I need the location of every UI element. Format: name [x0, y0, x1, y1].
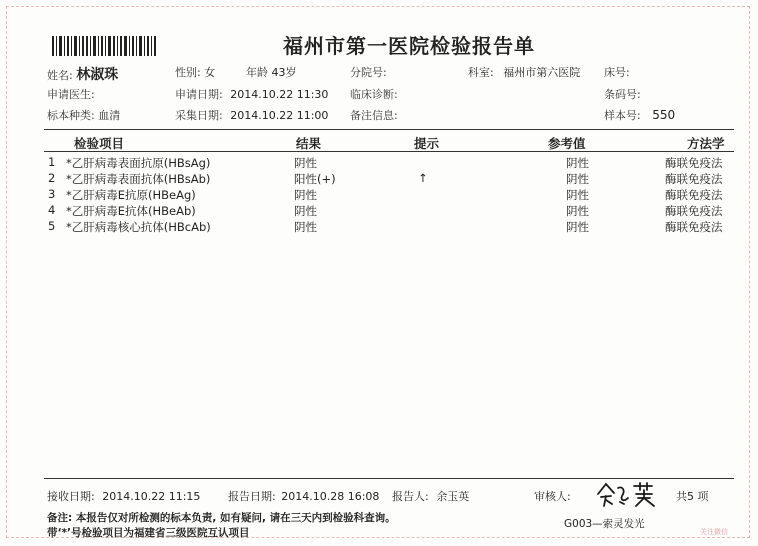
reviewer-label: 审核人:	[534, 490, 571, 503]
stamp-code: G003—索灵发光	[564, 518, 645, 530]
header-result: 结果	[296, 136, 322, 151]
row-result: 阳性(+)	[294, 172, 336, 186]
row-number: 5	[48, 219, 56, 233]
row-item: *乙肝病毒表面抗原(HBsAg)	[66, 156, 211, 170]
age-value: 43岁	[271, 66, 297, 79]
dept-label: 科室:	[468, 66, 494, 79]
row-ref: 阴性	[566, 220, 589, 234]
barcode-no-field	[604, 86, 641, 102]
table-header-rule	[44, 151, 734, 152]
receive-date-label: 接收日期:	[47, 490, 95, 503]
bed-label: 床号:	[604, 66, 630, 79]
gender-label: 性别:	[175, 66, 201, 79]
row-number: 1	[48, 155, 56, 169]
age-label: 年龄	[246, 66, 268, 79]
footer-note-2: 带‘*’号检验项目为福建省三级医院互认项目	[47, 527, 250, 539]
doctor-field	[47, 86, 95, 102]
row-result: 阴性	[294, 188, 317, 202]
gender-field	[175, 64, 215, 80]
specimen-value: 血清	[98, 109, 121, 122]
patient-name-field	[47, 64, 118, 84]
row-method: 酶联免疫法	[665, 204, 723, 218]
row-result: 阴性	[294, 220, 317, 234]
specimen-field	[47, 107, 120, 123]
row-item: *乙肝病毒表面抗体(HBsAb)	[66, 172, 211, 186]
receive-date-field	[47, 488, 200, 504]
reporter-field	[392, 488, 469, 504]
row-ref: 阴性	[566, 204, 589, 218]
dept-field	[468, 64, 580, 80]
sample-no-label: 样本号:	[604, 109, 641, 122]
sample-no-field	[604, 107, 675, 123]
reporter-label: 报告人:	[392, 490, 429, 503]
collect-date-value: 2014.10.22 11:00	[230, 109, 329, 122]
reviewer-field	[534, 488, 571, 504]
report-date-value: 2014.10.28 16:08	[281, 490, 380, 503]
total-items: 共5 项	[676, 490, 709, 503]
sample-no-value: 550	[652, 108, 676, 122]
reporter-value: 余玉英	[436, 490, 470, 503]
row-number: 3	[48, 187, 56, 201]
doctor-label: 申请医生:	[47, 88, 95, 101]
table-top-rule	[44, 129, 734, 130]
specimen-label: 标本种类:	[47, 109, 95, 122]
report-date-label: 报告日期:	[228, 490, 276, 503]
diagnosis-field	[350, 86, 398, 102]
row-number: 2	[48, 171, 56, 185]
watermark: 关注微信	[700, 528, 728, 536]
ward-label: 分院号:	[350, 66, 387, 79]
gender-value: 女	[204, 66, 216, 79]
row-item: *乙肝病毒核心抗体(HBcAb)	[66, 220, 211, 234]
row-item: *乙肝病毒E抗体(HBeAb)	[66, 204, 196, 218]
header-ref: 参考值	[548, 136, 586, 151]
header-method: 方法学	[687, 136, 725, 151]
row-number: 4	[48, 203, 56, 217]
row-result: 阴性	[294, 204, 317, 218]
remark-field	[350, 107, 398, 123]
footer-note-1: 备注: 本报告仅对所检测的标本负责, 如有疑问, 请在三天内到检验科查询。	[47, 512, 396, 524]
receive-date-value: 2014.10.22 11:15	[102, 490, 201, 503]
report-date-field	[228, 488, 379, 504]
ward-field	[350, 64, 387, 80]
apply-date-value: 2014.10.22 11:30	[230, 88, 329, 101]
collect-date-field	[175, 107, 328, 123]
apply-date-field	[175, 86, 328, 102]
remark-label: 备注信息:	[350, 109, 398, 122]
name-label: 姓名:	[47, 69, 73, 82]
row-ref: 阴性	[566, 172, 589, 186]
row-method: 酶联免疫法	[665, 172, 723, 186]
apply-date-label: 申请日期:	[175, 88, 223, 101]
collect-date-label: 采集日期:	[175, 109, 223, 122]
report-title: 福州市第一医院检验报告单	[283, 34, 535, 58]
dept-value: 福州市第六医院	[503, 66, 581, 79]
row-result: 阴性	[294, 156, 317, 170]
row-method: 酶联免疫法	[665, 156, 723, 170]
row-ref: 阴性	[566, 188, 589, 202]
row-method: 酶联免疫法	[665, 188, 723, 202]
table-bottom-rule	[44, 478, 734, 479]
age-field	[246, 64, 297, 80]
row-method: 酶联免疫法	[665, 220, 723, 234]
patient-name: 林淑珠	[76, 67, 119, 83]
row-item: *乙肝病毒E抗原(HBeAg)	[66, 188, 196, 202]
header-item: 检验项目	[74, 136, 125, 151]
diagnosis-label: 临床诊断:	[350, 88, 398, 101]
reviewer-signature	[594, 480, 658, 508]
bed-field	[604, 64, 630, 80]
header-hint: 提示	[414, 136, 440, 151]
row-ref: 阴性	[566, 156, 589, 170]
row-hint-up-arrow-icon: ↑	[418, 171, 428, 185]
barcode-no-label: 条码号:	[604, 88, 641, 101]
